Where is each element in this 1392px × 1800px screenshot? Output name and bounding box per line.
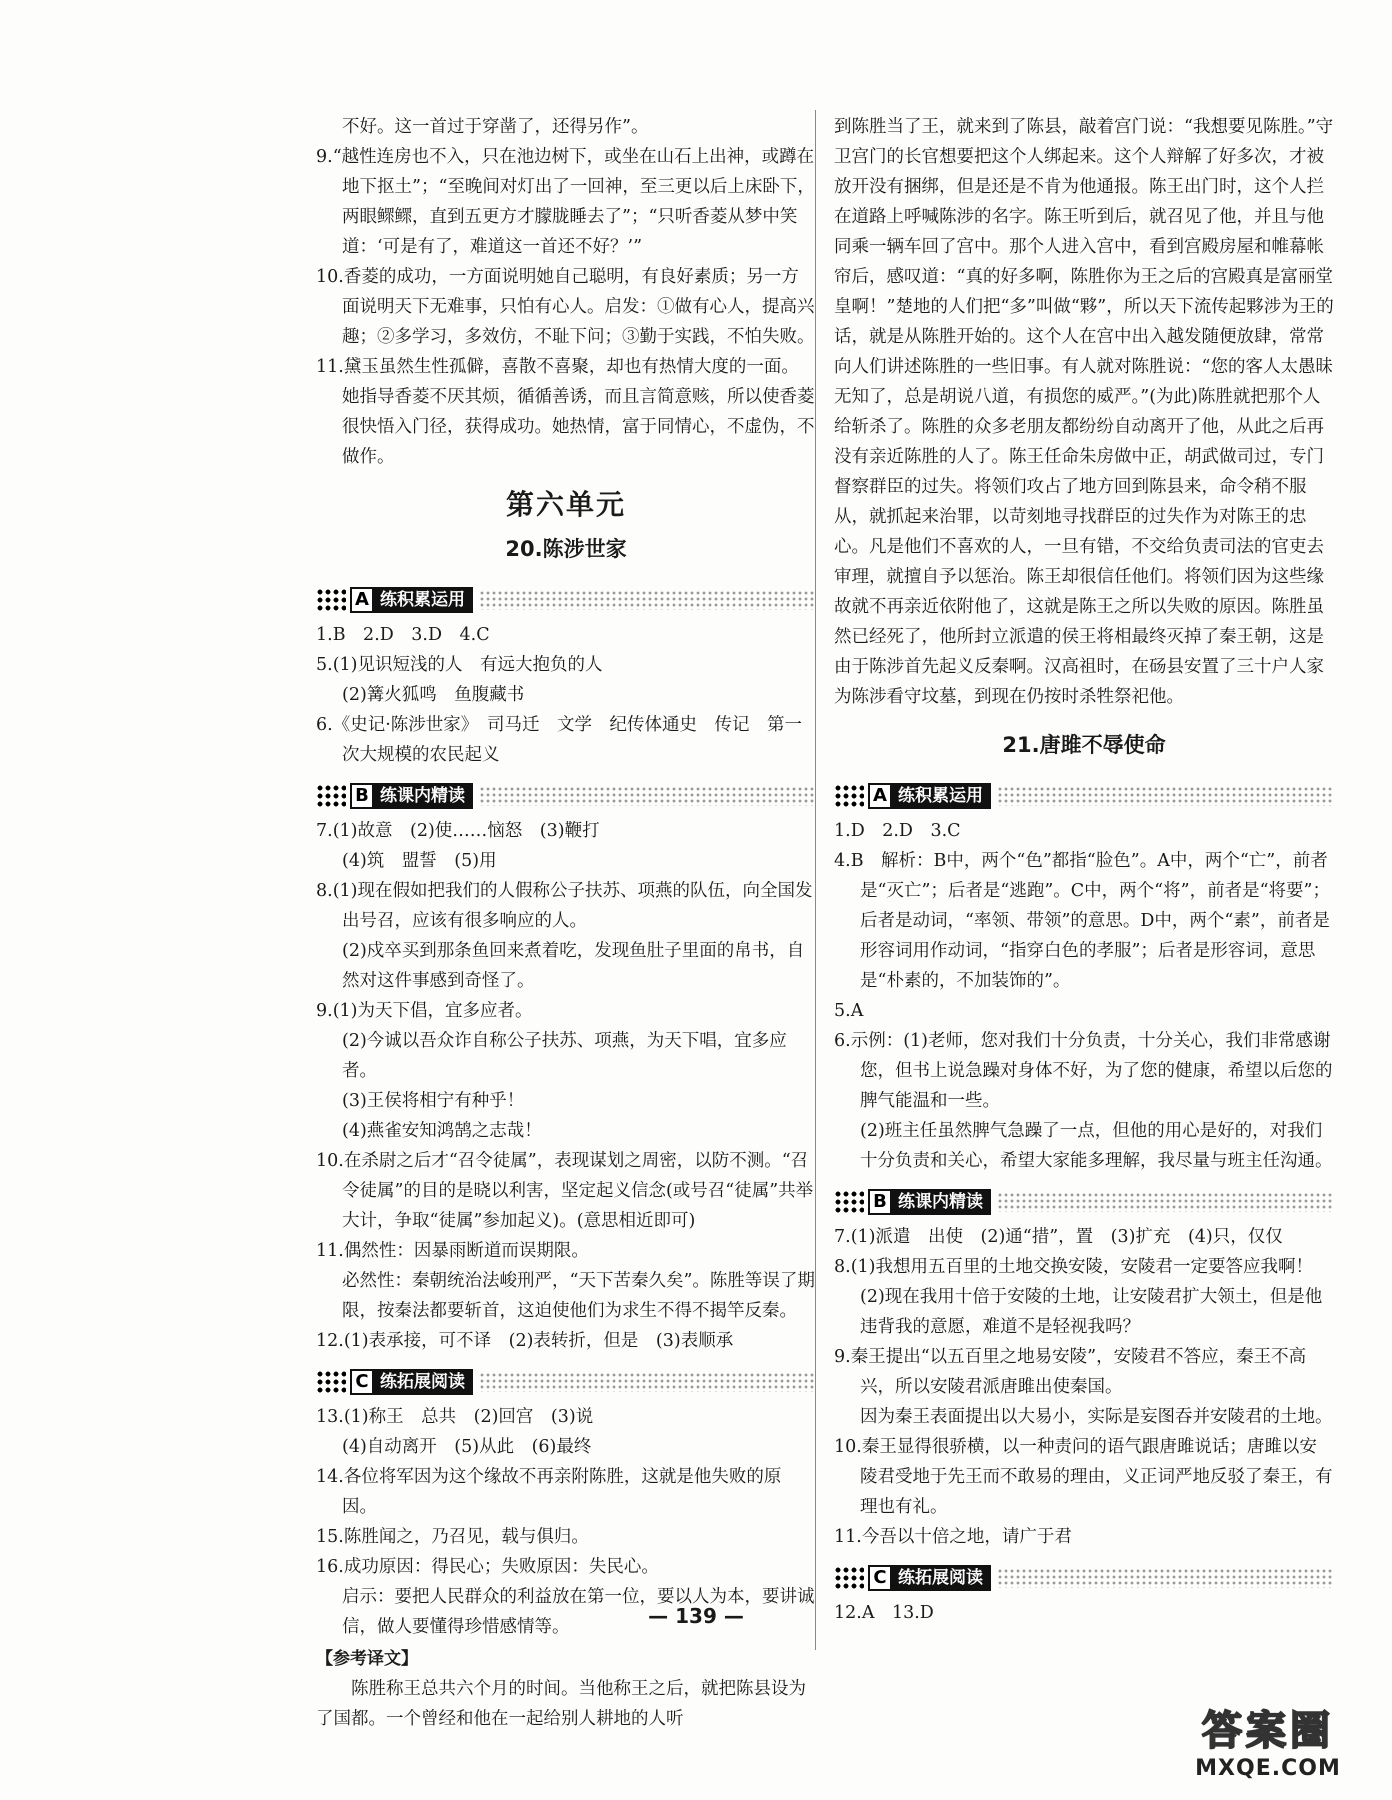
dot-grid-icon [834, 784, 864, 808]
answer-item: 8.(1)现在假如把我们的人假称公子扶苏、项燕的队伍，向全国发出号召，应该有很多响应的人。 [316, 881, 813, 931]
watermark-logo [1158, 1706, 1378, 1790]
section-letter: B [868, 1189, 892, 1215]
section-label: 练积累运用 [898, 786, 983, 806]
answer-item: 12.(1)表承接，可不译 (2)表转折，但是 (3)表顺承 [316, 1331, 734, 1351]
section-letter: C [868, 1565, 892, 1591]
answer-item: 11.黛玉虽然生性孤僻，喜散不喜聚，却也有热情大度的一面。她指导香菱不厌其烦，循循善诱，而且言简意赅，所以使香菱很快悟入门径，获得成功。她热情，富于同情心，不虚伪，不做作。 [316, 357, 815, 467]
answer-item: (4)筑 盟誓 (5)用 [342, 851, 497, 871]
answer-item: (2)篝火狐鸣 鱼腹藏书 [342, 685, 525, 705]
section-letter: A [350, 587, 374, 613]
section-letter: C [350, 1369, 374, 1395]
answer-item: (4)自动离开 (5)从此 (6)最终 [342, 1437, 592, 1457]
section-letter: B [350, 783, 374, 809]
dotted-rule [479, 1372, 816, 1392]
answer-item: (2)班主任虽然脾气急躁了一点，但他的用心是好的，对我们十分负责和关心，希望大家能多理解，我尽量与班主任沟通。 [860, 1121, 1333, 1171]
section-label: 练课内精读 [380, 786, 465, 806]
reference-translation-title: 【参考译文】 [316, 1649, 418, 1669]
answer-item: (3)王侯将相宁有种乎！ [342, 1091, 525, 1111]
answer-item: 必然性：秦朝统治法峻刑严，“天下苦秦久矣”。陈胜等误了期限，按秦法都要斩首，这迫使他们为求生不得不揭竿反秦。 [342, 1271, 815, 1321]
dotted-rule [479, 786, 816, 806]
answer-item: 5.A [834, 1001, 864, 1021]
reference-translation-continued: 到陈胜当了王，就来到了陈县，敲着宫门说：“我想要见陈胜。”守卫宫门的长官想要把这个人绑起来。这个人辩解了好多次，才被放开没有捆绑，但是还是不肯为他通报。陈王出门时，这个人拦在道路上呼喊陈涉的名字。陈王听到后，就召见了他，并且与他同乘一辆车回了宫中。那个人进入宫中，看到宫殿房屋和帷幕帐帘后，感叹道：“真的好多啊，陈胜你为王之后的宫殿真是富丽堂皇啊！”楚地的人们把“多”叫做“夥”，所以天下流传起夥涉为王的话，就是从陈胜开始的。这个人在宫中出入越发随便放肆，常常向人们讲述陈胜的一些旧事。有人就对陈胜说：“您的客人太愚昧无知了，总是胡说八道，有损您的威严。”(为此)陈胜就把那个人给斩杀了。陈胜的众多老朋友都纷纷自动离开了他，从此之后再没有亲近陈胜的人了。陈王任命朱房做中正，胡武做司过，专门督察群臣的过失。将领们攻占了地方回到陈县来，命令稍不服从，就抓起来治罪，以苛刻地寻找群臣的过失作为对陈王的忠心。凡是他们不喜欢的人，一旦有错，不交给负责司法的官吏去审理，就擅自予以惩治。陈王却很信任他们。将领们因为这些缘故就不再亲近依附他了，这就是陈王之所以失败的原因。陈胜虽然已经死了，他所封立派遣的侯王将相最终灭掉了秦王朝，这是由于陈涉首先起义反秦啊。汉高祖时，在砀县安置了三十户人家为陈涉看守坟墓，到现在仍按时杀牲祭祀他。 [834, 117, 1334, 707]
dot-grid-icon [316, 588, 346, 612]
dotted-rule [997, 786, 1334, 806]
answer-item: 启示：要把人民群众的利益放在第一位，要以人为本，要讲诚信，做人要懂得珍惜感情等。 [342, 1587, 815, 1637]
section-badge [868, 783, 991, 809]
dotted-rule [997, 1568, 1334, 1588]
answer-item: 10.在杀尉之后才“召令徒属”，表现谋划之周密，以防不测。“召令徒属”的目的是晓以利害，坚定起义信念(或号召“徒属”共举大计，争取“徒属”参加起义)。(意思相近即可) [316, 1151, 814, 1231]
lesson-title: 21.唐雎不辱使命 [1002, 733, 1166, 757]
section-letter: A [868, 783, 892, 809]
answer-item: 11.今吾以十倍之地，请广于君 [834, 1527, 1072, 1547]
answer-item: 6.示例：(1)老师，您对我们十分负责，十分关心，我们非常感谢您，但书上说急躁对身体不好，为了您的健康，希望以后您的脾气能温和一些。 [834, 1031, 1333, 1111]
watermark-main: 答案圈 [1202, 1708, 1334, 1754]
answer-item: 不好。这一首过于穿凿了，还得另作”。 [342, 117, 649, 137]
answer-item: 7.(1)故意 (2)使……恼怒 (3)鞭打 [316, 821, 600, 841]
answer-item: 9.(1)为天下倡，宜多应者。 [316, 1001, 533, 1021]
answer-item: 10.秦王显得很骄横，以一种责问的语气跟唐雎说话；唐雎以安陵君受地于先王而不敢易的理由，义正词严地反驳了秦王，有理也有礼。 [834, 1437, 1333, 1517]
dot-grid-icon [316, 1370, 346, 1394]
dot-grid-icon [316, 784, 346, 808]
section-label: 练积累运用 [380, 590, 465, 610]
answer-item: (2)戍卒买到那条鱼回来煮着吃，发现鱼肚子里面的帛书，自然对这件事感到奇怪了。 [342, 941, 805, 991]
page-number: — 139 — [648, 1604, 744, 1628]
reference-translation-text: 陈胜称王总共六个月的时间。当他称王之后，就把陈县设为了国都。一个曾经和他在一起给别人耕地的人听 [316, 1679, 806, 1729]
answer-item: 16.成功原因：得民心；失败原因：失民心。 [316, 1557, 659, 1577]
section-header-b [316, 780, 816, 812]
section-header-c [834, 1562, 1334, 1594]
answer-item: 12.A 13.D [834, 1603, 934, 1623]
answer-item: 9.秦王提出“以五百里之地易安陵”，安陵君不答应，秦王不高兴，所以安陵君派唐雎出使秦国。 [834, 1347, 1307, 1397]
left-column [316, 112, 816, 1734]
section-badge [350, 587, 473, 613]
answer-item: (2)现在我用十倍于安陵的土地，让安陵君扩大领土，但是他违背我的意愿，难道不是轻视我吗？ [860, 1287, 1323, 1337]
section-label: 练拓展阅读 [380, 1372, 465, 1392]
answer-item: 4.B 解析：B中，两个“色”都指“脸色”。A中，两个“亡”，前者是“灭亡”；后者是“逃跑”。C中，两个“将”，前者是“将要”；后者是动词，“率领、带领”的意思。D中，两个“素”，前者是形容词用作动词，“指穿白色的孝服”；后者是形容词，意思是“朴素的，不加装饰的”。 [834, 851, 1330, 991]
answer-item: 13.(1)称王 总共 (2)回宫 (3)说 [316, 1407, 594, 1427]
section-label: 练课内精读 [898, 1192, 983, 1212]
answer-item: 7.(1)派遣 出使 (2)通“措”，置 (3)扩充 (4)只，仅仅 [834, 1227, 1283, 1247]
column-divider [815, 110, 816, 1650]
dot-grid-icon [834, 1190, 864, 1214]
answer-item: 10.香菱的成功，一方面说明她自己聪明，有良好素质；另一方面说明天下无难事，只怕有心人。启发：①做有心人，提高兴趣；②多学习，多效仿，不耻下问；③勤于实践，不怕失败。 [316, 267, 815, 347]
unit-title: 第六单元 [505, 488, 626, 521]
right-column [834, 112, 1334, 1628]
watermark-sub: MXQE.COM [1195, 1756, 1341, 1781]
answer-item: (2)今诚以吾众诈自称公子扶苏、项燕，为天下唱，宜多应者。 [342, 1031, 787, 1081]
answer-item: 6.《史记·陈涉世家》 司马迁 文学 纪传体通史 传记 第一次大规模的农民起义 [316, 715, 803, 765]
section-header-a [316, 584, 816, 616]
dotted-rule [479, 590, 816, 610]
answer-item: (4)燕雀安知鸿鹄之志哉！ [342, 1121, 542, 1141]
answer-item: 9.“越性连房也不入，只在池边树下，或坐在山石上出神，或蹲在地下抠土”；“至晚间对灯出了一回神，至三更以后上床卧下，两眼鳏鳏，直到五更方才朦胧睡去了”；“只听香菱从梦中笑道：‘可是有了，难道这一首还不好？’” [316, 147, 815, 257]
answer-item: 14.各位将军因为这个缘故不再亲附陈胜，这就是他失败的原因。 [316, 1467, 782, 1517]
answer-item: 1.D 2.D 3.C [834, 821, 961, 841]
section-badge [350, 1369, 473, 1395]
section-header-c [316, 1366, 816, 1398]
answer-item: 11.偶然性：因暴雨断道而误期限。 [316, 1241, 589, 1261]
answer-item: 5.(1)见识短浅的人 有远大抱负的人 [316, 655, 603, 675]
section-badge [350, 783, 473, 809]
answer-item: 1.B 2.D 3.D 4.C [316, 625, 490, 645]
answer-item: 因为秦王表面提出以大易小，实际是妄图吞并安陵君的土地。 [860, 1407, 1333, 1427]
lesson-title: 20.陈涉世家 [505, 537, 627, 561]
section-header-b [834, 1186, 1334, 1218]
dot-grid-icon [834, 1566, 864, 1590]
answer-item: 8.(1)我想用五百里的土地交换安陵，安陵君一定要答应我啊！ [834, 1257, 1313, 1277]
section-label: 练拓展阅读 [898, 1568, 983, 1588]
dotted-rule [997, 1192, 1334, 1212]
answer-item: 15.陈胜闻之，乃召见，载与俱归。 [316, 1527, 589, 1547]
section-header-a [834, 780, 1334, 812]
section-badge [868, 1565, 991, 1591]
section-badge [868, 1189, 991, 1215]
